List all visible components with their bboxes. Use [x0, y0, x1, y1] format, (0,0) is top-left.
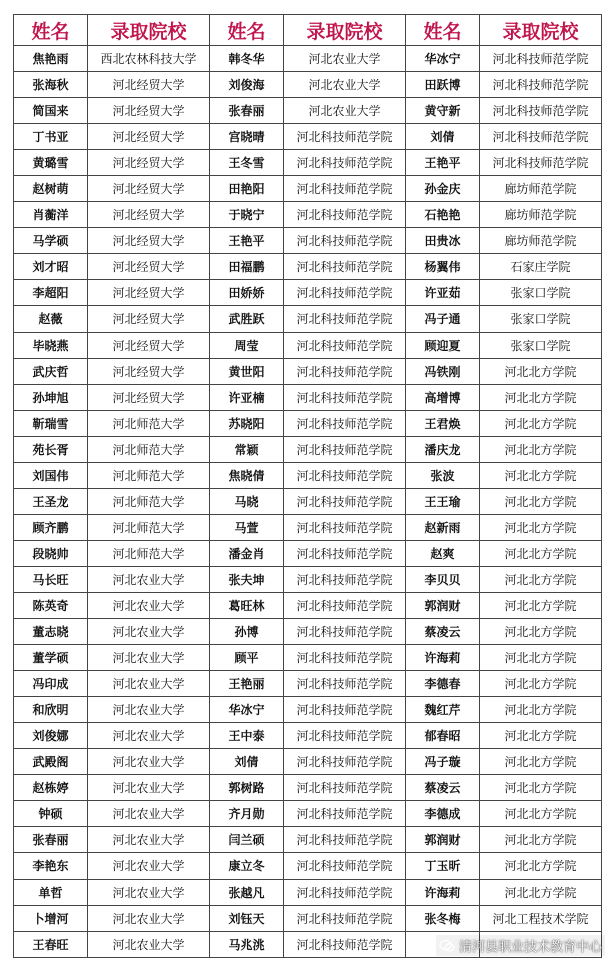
- student-name-cell: 张春丽: [14, 827, 88, 853]
- student-name-cell: 田跃博: [406, 72, 480, 98]
- school-cell: 河北农业大学: [88, 775, 210, 801]
- column-header-name: 姓名: [406, 15, 480, 46]
- school-cell: 河北北方学院: [480, 358, 602, 384]
- table-row: [14, 150, 602, 176]
- admission-table-container: [13, 14, 601, 958]
- student-name-cell: 黄璐雪: [14, 150, 88, 176]
- student-name-cell: 段晓帅: [14, 540, 88, 566]
- student-name-cell: 张海秋: [14, 72, 88, 98]
- school-cell: 河北师范大学: [88, 462, 210, 488]
- student-name-cell: 闫兰硕: [210, 827, 284, 853]
- school-cell: 河北北方学院: [480, 827, 602, 853]
- student-name-cell: 许亚茹: [406, 280, 480, 306]
- school-cell: 河北科技师范学院: [284, 436, 406, 462]
- table-header-row: [14, 15, 602, 46]
- school-cell: 河北科技师范学院: [284, 827, 406, 853]
- student-name-cell: 孙坤旭: [14, 384, 88, 410]
- table-row: [14, 671, 602, 697]
- table-row: [14, 827, 602, 853]
- school-cell: 河北科技师范学院: [284, 124, 406, 150]
- student-name-cell: 赵新雨: [406, 514, 480, 540]
- student-name-cell: 赵薇: [14, 306, 88, 332]
- school-cell: 河北科技师范学院: [284, 775, 406, 801]
- student-name-cell: 钟硕: [14, 801, 88, 827]
- student-name-cell: 张波: [406, 462, 480, 488]
- school-cell: 河北科技师范学院: [284, 306, 406, 332]
- student-name-cell: 刘才昭: [14, 254, 88, 280]
- school-cell: 河北北方学院: [480, 853, 602, 879]
- student-name-cell: 田贵冰: [406, 228, 480, 254]
- table-row: [14, 879, 602, 905]
- school-cell: 河北科技师范学院: [284, 488, 406, 514]
- student-name-cell: 华冰宁: [406, 46, 480, 72]
- student-name-cell: 于晓宁: [210, 202, 284, 228]
- student-name-cell: 刘俊娜: [14, 723, 88, 749]
- school-cell: 河北北方学院: [480, 645, 602, 671]
- school-cell: 河北农业大学: [88, 749, 210, 775]
- school-cell: 河北科技师范学院: [284, 931, 406, 957]
- table-row: [14, 254, 602, 280]
- school-cell: 河北科技师范学院: [284, 358, 406, 384]
- student-name-cell: 马长旺: [14, 566, 88, 592]
- student-name-cell: 魏红芹: [406, 697, 480, 723]
- school-cell: 河北科技师范学院: [284, 879, 406, 905]
- school-cell: 河北科技师范学院: [284, 853, 406, 879]
- table-row: [14, 228, 602, 254]
- student-name-cell: 冯子通: [406, 306, 480, 332]
- student-name-cell: 郭树路: [210, 775, 284, 801]
- student-name-cell: 王中泰: [210, 723, 284, 749]
- student-name-cell: 潘金肖: [210, 540, 284, 566]
- school-cell: 河北科技师范学院: [284, 176, 406, 202]
- table-row: [14, 853, 602, 879]
- school-cell: 河北北方学院: [480, 566, 602, 592]
- student-name-cell: 孙博: [210, 619, 284, 645]
- student-name-cell: 李贝贝: [406, 566, 480, 592]
- table-row: [14, 723, 602, 749]
- table-body: [14, 46, 602, 958]
- table-row: [14, 410, 602, 436]
- school-cell: 河北北方学院: [480, 488, 602, 514]
- table-row: [14, 384, 602, 410]
- school-cell: 河北科技师范学院: [284, 566, 406, 592]
- school-cell: 河北科技师范学院: [284, 384, 406, 410]
- school-cell: 河北科技师范学院: [284, 619, 406, 645]
- table-row: [14, 462, 602, 488]
- student-name-cell: 王冬雪: [210, 150, 284, 176]
- school-cell: 河北北方学院: [480, 775, 602, 801]
- school-cell: 河北经贸大学: [88, 358, 210, 384]
- student-name-cell: 蔡凌云: [406, 775, 480, 801]
- student-name-cell: 郭润财: [406, 592, 480, 618]
- school-cell: 河北科技师范学院: [284, 202, 406, 228]
- student-name-cell: 顾平: [210, 645, 284, 671]
- student-name-cell: 许亚楠: [210, 384, 284, 410]
- school-cell: 河北科技师范学院: [480, 46, 602, 72]
- student-name-cell: 赵栋婷: [14, 775, 88, 801]
- table-row: [14, 202, 602, 228]
- school-cell: 河北科技师范学院: [284, 592, 406, 618]
- table-row: [14, 176, 602, 202]
- student-name-cell: 许海莉: [406, 879, 480, 905]
- school-cell: 河北经贸大学: [88, 254, 210, 280]
- school-cell: 河北北方学院: [480, 384, 602, 410]
- school-cell: 河北北方学院: [480, 514, 602, 540]
- student-name-cell: 赵爽: [406, 540, 480, 566]
- school-cell: 河北科技师范学院: [284, 723, 406, 749]
- student-name-cell: 苑长胥: [14, 436, 88, 462]
- school-cell: 河北农业大学: [88, 905, 210, 931]
- student-name-cell: 刘国伟: [14, 462, 88, 488]
- student-name-cell: 李德春: [406, 671, 480, 697]
- student-name-cell: 张冬梅: [406, 905, 480, 931]
- school-cell: 河北北方学院: [480, 592, 602, 618]
- school-cell: 河北师范大学: [88, 436, 210, 462]
- student-name-cell: 冯子璇: [406, 749, 480, 775]
- school-cell: 河北北方学院: [480, 436, 602, 462]
- school-cell: 河北师范大学: [88, 540, 210, 566]
- school-cell: 河北北方学院: [480, 540, 602, 566]
- student-name-cell: 王艳丽: [210, 671, 284, 697]
- student-name-cell: 郁春昭: [406, 723, 480, 749]
- school-cell: 河北科技师范学院: [284, 697, 406, 723]
- school-cell: 河北北方学院: [480, 723, 602, 749]
- school-cell: 河北经贸大学: [88, 72, 210, 98]
- student-name-cell: 田福鹏: [210, 254, 284, 280]
- school-cell: 河北农业大学: [88, 801, 210, 827]
- school-cell: 河北农业大学: [88, 853, 210, 879]
- student-name-cell: 韩冬华: [210, 46, 284, 72]
- student-name-cell: 张夫坤: [210, 566, 284, 592]
- table-row: [14, 749, 602, 775]
- school-cell: 河北农业大学: [88, 671, 210, 697]
- school-cell: 河北科技师范学院: [284, 540, 406, 566]
- school-cell: 河北农业大学: [284, 46, 406, 72]
- student-name-cell: 刘倩: [210, 749, 284, 775]
- student-name-cell: 武胜跃: [210, 306, 284, 332]
- wechat-icon: [439, 938, 455, 954]
- table-row: [14, 697, 602, 723]
- table-row: [14, 306, 602, 332]
- student-name-cell: 肖蘅洋: [14, 202, 88, 228]
- student-name-cell: 田艳阳: [210, 176, 284, 202]
- school-cell: 河北科技师范学院: [480, 72, 602, 98]
- school-cell: 廊坊师范学院: [480, 228, 602, 254]
- table-row: [14, 488, 602, 514]
- school-cell: 河北经贸大学: [88, 98, 210, 124]
- student-name-cell: 王圣龙: [14, 488, 88, 514]
- table-row: [14, 280, 602, 306]
- student-name-cell: 焦艳雨: [14, 46, 88, 72]
- table-row: [14, 124, 602, 150]
- table-row: [14, 645, 602, 671]
- student-name-cell: 李超阳: [14, 280, 88, 306]
- table-row: [14, 46, 602, 72]
- school-cell: 河北科技师范学院: [284, 150, 406, 176]
- school-cell: 河北师范大学: [88, 488, 210, 514]
- student-name-cell: 康立冬: [210, 853, 284, 879]
- student-name-cell: 马萱: [210, 514, 284, 540]
- student-name-cell: 常颖: [210, 436, 284, 462]
- school-cell: 河北农业大学: [88, 931, 210, 957]
- student-name-cell: 刘俊海: [210, 72, 284, 98]
- school-cell: 河北科技师范学院: [284, 645, 406, 671]
- school-cell: 河北农业大学: [88, 827, 210, 853]
- student-name-cell: 董学硕: [14, 645, 88, 671]
- school-cell: 河北经贸大学: [88, 228, 210, 254]
- student-name-cell: 王春旺: [14, 931, 88, 957]
- student-name-cell: 苏晓阳: [210, 410, 284, 436]
- school-cell: 廊坊师范学院: [480, 202, 602, 228]
- school-cell: 河北师范大学: [88, 410, 210, 436]
- student-name-cell: 陈英奇: [14, 592, 88, 618]
- school-cell: 西北农林科技大学: [88, 46, 210, 72]
- student-name-cell: 黄守新: [406, 98, 480, 124]
- school-cell: 河北科技师范学院: [284, 462, 406, 488]
- table-row: [14, 332, 602, 358]
- school-cell: 河北北方学院: [480, 879, 602, 905]
- school-cell: 河北科技师范学院: [480, 124, 602, 150]
- student-name-cell: 顾齐鹏: [14, 514, 88, 540]
- column-header-name: 姓名: [210, 15, 284, 46]
- school-cell: 河北科技师范学院: [284, 280, 406, 306]
- school-cell: 河北科技师范学院: [284, 749, 406, 775]
- school-cell: 张家口学院: [480, 332, 602, 358]
- student-name-cell: 马兆洮: [210, 931, 284, 957]
- student-name-cell: 武殿阁: [14, 749, 88, 775]
- school-cell: 河北科技师范学院: [284, 228, 406, 254]
- student-name-cell: 刘钰天: [210, 905, 284, 931]
- student-name-cell: 顾迎夏: [406, 332, 480, 358]
- school-cell: 河北经贸大学: [88, 280, 210, 306]
- school-cell: 河北经贸大学: [88, 124, 210, 150]
- table-row: [14, 514, 602, 540]
- student-name-cell: 马晓: [210, 488, 284, 514]
- student-name-cell: 周莹: [210, 332, 284, 358]
- student-name-cell: 张春丽: [210, 98, 284, 124]
- school-cell: 河北农业大学: [284, 98, 406, 124]
- table-row: [14, 358, 602, 384]
- school-cell: 河北科技师范学院: [480, 150, 602, 176]
- watermark: [436, 935, 605, 956]
- student-name-cell: 冯铁刚: [406, 358, 480, 384]
- school-cell: 河北工程技术学院: [480, 905, 602, 931]
- school-cell: 河北北方学院: [480, 801, 602, 827]
- school-cell: 河北科技师范学院: [480, 98, 602, 124]
- column-header-name: 姓名: [14, 15, 88, 46]
- school-cell: 河北北方学院: [480, 462, 602, 488]
- student-name-cell: 石艳艳: [406, 202, 480, 228]
- school-cell: 河北农业大学: [88, 879, 210, 905]
- school-cell: 河北经贸大学: [88, 306, 210, 332]
- table-row: [14, 72, 602, 98]
- student-name-cell: 王君焕: [406, 410, 480, 436]
- school-cell: 河北农业大学: [88, 645, 210, 671]
- student-name-cell: 王艳平: [406, 150, 480, 176]
- table-row: [14, 98, 602, 124]
- student-name-cell: 焦晓倩: [210, 462, 284, 488]
- school-cell: 河北科技师范学院: [284, 514, 406, 540]
- student-name-cell: 黄世阳: [210, 358, 284, 384]
- student-name-cell: 毕晓燕: [14, 332, 88, 358]
- student-name-cell: 王艳平: [210, 228, 284, 254]
- school-cell: 河北农业大学: [88, 697, 210, 723]
- student-name-cell: 赵树萌: [14, 176, 88, 202]
- school-cell: 河北科技师范学院: [284, 671, 406, 697]
- student-name-cell: 宫晓晴: [210, 124, 284, 150]
- school-cell: 河北经贸大学: [88, 150, 210, 176]
- student-name-cell: 丁书亚: [14, 124, 88, 150]
- student-name-cell: 葛旺林: [210, 592, 284, 618]
- student-name-cell: 单哲: [14, 879, 88, 905]
- column-header-school: 录取院校: [284, 15, 406, 46]
- student-name-cell: 刘倩: [406, 124, 480, 150]
- student-name-cell: 齐月勋: [210, 801, 284, 827]
- school-cell: 河北经贸大学: [88, 332, 210, 358]
- student-name-cell: 冯印成: [14, 671, 88, 697]
- school-cell: 河北北方学院: [480, 671, 602, 697]
- student-name-cell: 孙金庆: [406, 176, 480, 202]
- student-name-cell: 李艳东: [14, 853, 88, 879]
- student-name-cell: 潘庆龙: [406, 436, 480, 462]
- student-name-cell: 李德成: [406, 801, 480, 827]
- table-row: [14, 540, 602, 566]
- table-row: [14, 905, 602, 931]
- school-cell: 河北科技师范学院: [284, 410, 406, 436]
- school-cell: 廊坊师范学院: [480, 176, 602, 202]
- student-name-cell: 靳瑞雪: [14, 410, 88, 436]
- student-name-cell: 郭润财: [406, 827, 480, 853]
- watermark-text: 清河县职业技术教育中心: [458, 940, 602, 955]
- school-cell: 河北科技师范学院: [284, 905, 406, 931]
- school-cell: 河北科技师范学院: [284, 332, 406, 358]
- student-name-cell: 马学硕: [14, 228, 88, 254]
- student-name-cell: 和欣明: [14, 697, 88, 723]
- school-cell: 河北科技师范学院: [284, 254, 406, 280]
- table-row: [14, 619, 602, 645]
- column-header-school: 录取院校: [480, 15, 602, 46]
- admission-table: [13, 14, 602, 958]
- table-row: [14, 436, 602, 462]
- school-cell: 张家口学院: [480, 306, 602, 332]
- school-cell: 河北经贸大学: [88, 384, 210, 410]
- student-name-cell: 华冰宁: [210, 697, 284, 723]
- table-row: [14, 592, 602, 618]
- school-cell: 河北北方学院: [480, 697, 602, 723]
- school-cell: 河北农业大学: [88, 723, 210, 749]
- table-row: [14, 775, 602, 801]
- student-name-cell: 董志晓: [14, 619, 88, 645]
- school-cell: 河北师范大学: [88, 514, 210, 540]
- student-name-cell: 杨翼伟: [406, 254, 480, 280]
- table-row: [14, 801, 602, 827]
- school-cell: 河北北方学院: [480, 619, 602, 645]
- student-name-cell: 蔡凌云: [406, 619, 480, 645]
- school-cell: 河北经贸大学: [88, 202, 210, 228]
- school-cell: 石家庄学院: [480, 254, 602, 280]
- school-cell: 河北北方学院: [480, 749, 602, 775]
- student-name-cell: 高增博: [406, 384, 480, 410]
- student-name-cell: 简国来: [14, 98, 88, 124]
- student-name-cell: 田娇娇: [210, 280, 284, 306]
- student-name-cell: 丁玉昕: [406, 853, 480, 879]
- school-cell: 河北农业大学: [88, 619, 210, 645]
- school-cell: 河北农业大学: [284, 72, 406, 98]
- school-cell: 河北农业大学: [88, 592, 210, 618]
- column-header-school: 录取院校: [88, 15, 210, 46]
- student-name-cell: 武庆哲: [14, 358, 88, 384]
- school-cell: 河北北方学院: [480, 410, 602, 436]
- student-name-cell: 许海莉: [406, 645, 480, 671]
- student-name-cell: 王王瑜: [406, 488, 480, 514]
- school-cell: 河北农业大学: [88, 566, 210, 592]
- table-row: [14, 566, 602, 592]
- school-cell: 河北经贸大学: [88, 176, 210, 202]
- student-name-cell: 卜增河: [14, 905, 88, 931]
- student-name-cell: 张越凡: [210, 879, 284, 905]
- school-cell: 张家口学院: [480, 280, 602, 306]
- school-cell: 河北科技师范学院: [284, 801, 406, 827]
